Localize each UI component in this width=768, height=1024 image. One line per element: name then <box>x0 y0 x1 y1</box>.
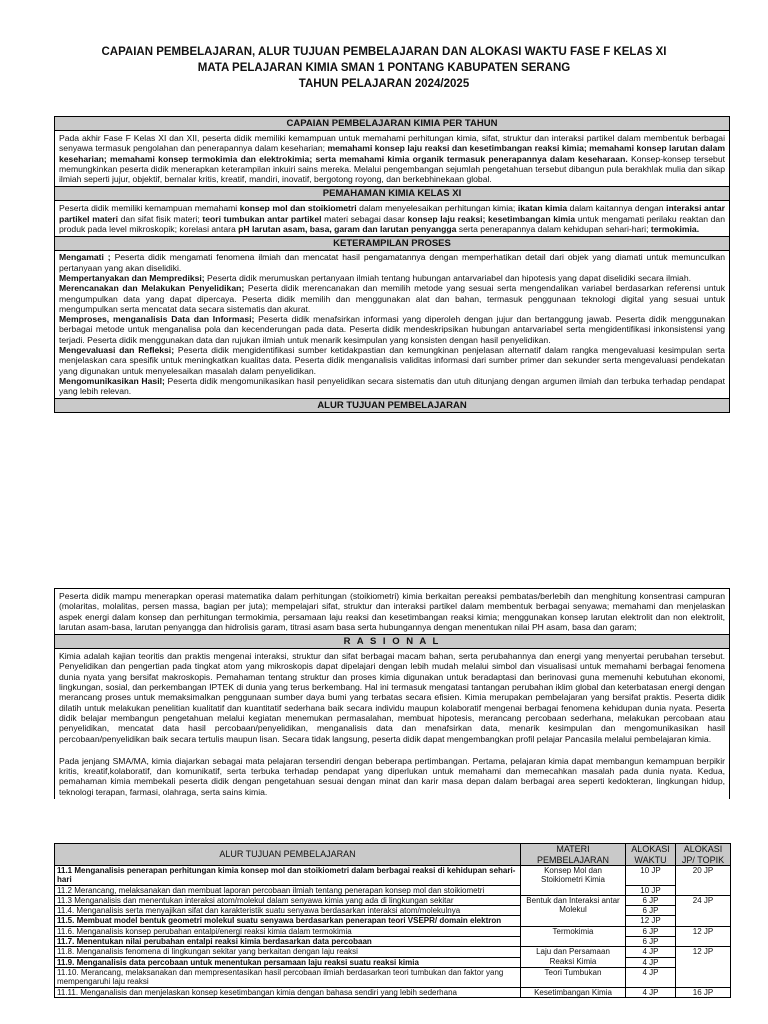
table-row <box>55 866 731 886</box>
pm-bold: interaksi antar partikel materi <box>59 203 725 224</box>
col-header-waktu: ALOKASI WAKTU <box>626 844 676 866</box>
table-row <box>55 885 731 895</box>
pm-text: materi sebagai dasar <box>321 213 408 224</box>
ket-label: Mempertanyakan dan Memprediksi; <box>59 272 205 283</box>
cp-bold-1: memahami konsep laju reaksi dan kesetimbangan reaksi kimia; memahami konsep larutan dalam keseharian; memahami konsep termokimia dan elektrokimia; serta memahami kimia organik termasuk penerapannya dalam keseharaan. <box>59 143 725 164</box>
pemahaman-header: PEMAHAMAN KIMIA KELAS XI <box>55 186 729 201</box>
pm-text: dalam menyelesaikan perhitungan kimia; <box>356 203 518 214</box>
keterampilan-item <box>59 345 725 376</box>
table-row <box>55 987 731 997</box>
jp-cell: 4 JP <box>626 967 676 987</box>
keterampilan-item <box>59 376 725 397</box>
tp-cell: 11.7. Menentukan nilai perubahan entalpi reaksi kimia berdasarkan data percobaan <box>55 937 521 947</box>
table-row <box>55 906 731 916</box>
table-row <box>55 947 731 957</box>
ket-text: Peserta didik mengidentifikasi sumber ketidakpastian dan kemungkinan penjelasan alternatif dalam rangka mengevaluasi kesimpulan serta menjelaskan cara spesifik untuk meningkatkan kualitas data. Peserta didik menganalisis validitas informasi dari sumber primer dan sekunder serta mengevaluasi pendekatan yang digunakan untuk menyelesaikan masalah dalam penyelidikan. <box>59 345 725 376</box>
tp-cell: 11.5. Membuat model bentuk geometri molekul suatu senyawa berdasarkan penerapan teori VSEPR/ domain elektron <box>55 916 521 926</box>
tp-cell: 11.3 Menganalisis dan menentukan interaksi atom/molekul dalam senyawa kimia yang ada di lingkungan sekitar <box>55 895 521 905</box>
cp-text-1: Pada akhir Fase F Kelas XI dan XII, peserta didik memiliki kemampuan untuk memahami perhitungan kimia, sifat, struktur dan interaksi partikel dalam membentuk berbagai senyawa termasuk pengolahan dan penerapannya dalam keseharian; <box>59 133 725 154</box>
ket-text: Peserta didik mengomunikasikan hasil penyelidikan secara sistematis dan utuh ditunjang dengan argumen ilmiah dan terbuka terhadap pendapat yang lebih relevan. <box>59 375 725 397</box>
pm-bold: termokimia. <box>650 224 700 235</box>
jp-cell: 6 JP <box>626 895 676 905</box>
atp-table <box>54 843 731 998</box>
cp-paragraph <box>55 131 729 186</box>
ket-label: Mengamati ; <box>59 252 111 263</box>
materi-cell: Teori Tumbukan <box>521 967 626 987</box>
lower-table <box>54 588 730 799</box>
keterampilan-item <box>59 283 725 314</box>
title-line-3: TAHUN PELAJARAN 2024/2025 <box>298 78 470 90</box>
keterampilan-item <box>59 273 725 283</box>
ket-text: Peserta didik mengamati fenomena ilmiah dan mencatat hasil pengamatannya dengan memperhatikan detail dari objek yang diamati untuk memunculkan pertanyaan yang akan diselidiki. <box>59 252 725 273</box>
table-row <box>55 967 731 987</box>
alur-header: ALUR TUJUAN PEMBELAJARAN <box>55 398 729 412</box>
jp-cell: 10 JP <box>626 866 676 886</box>
jp-cell: 6 JP <box>626 906 676 916</box>
cp-text-2: Konsep-konsep tersebut memungkinkan peserta didik menerapkan keterampilan inkuiri sains mereka. Melalui pengembangan sejumlah pengetahuan tersebut dibangun pula berakhlak mulia dan sikap ilmiah seperti jujur, objektif, bernalar kritis, kreatif, mandiri, inovatif, bergotong royong, dan berkebhinekaan global. <box>59 153 726 185</box>
jp-cell: 6 JP <box>626 926 676 936</box>
keterampilan-list <box>55 251 729 397</box>
materi-cell: Konsep Mol dan Stoikiometri Kimia <box>521 866 626 896</box>
ket-text: Peserta didik menafsirkan informasi yang diperoleh dengan jujur dan bertanggung jawab. Peserta didik menggunakan berbagai metode untuk menganalisa pola dan kecenderungan pada data. Peserta didik mendeskripsikan hubungan antarvariabel serta mengidentifikasi inkonsistensi yang terjadi. Peserta didik menggunakan data dan rujukan ilmiah untuk menarik kesimpulan yang konsisten dengan hasil penyelidikan. <box>59 314 725 345</box>
table-row <box>55 895 731 905</box>
ket-label: Memproses, menganalisis Data dan Informasi; <box>59 314 255 325</box>
rasional-paragraph-2: Pada jenjang SMA/MA, kimia diajarkan sebagai mata pelajaran tersendiri dengan beberapa pertimbangan. Pertama, pelajaran kimia dapat membangun kemampuan berpikir kritis, kreatif,kolaboratif, dan komunikatif, serta terbuka terhadap pendapat yang diperlukan untuk memahami dan memecahkan masalah pada dunia nyata. Kedua, pemahaman kimia membekali peserta didik dengan pengetahuan sesuai dengan minat dan karir masa depan dalam berbagai area seperti kedokteran, lingkungan hidup, teknologi terapan, farmasi, olahraga, serta sains kimia. <box>59 755 725 797</box>
keterampilan-item <box>59 314 725 345</box>
table-row <box>55 957 731 967</box>
pm-text: Peserta didik memiliki kemampuan memahami <box>59 203 240 214</box>
pm-bold: teori tumbukan antar partikel <box>202 213 322 224</box>
materi-cell: Bentuk dan Interaksi antar Molekul <box>521 895 626 926</box>
jp-cell: 12 JP <box>626 916 676 926</box>
upper-table <box>54 116 730 413</box>
pm-bold: konsep laju reaksi; kesetimbangan kimia <box>407 213 576 224</box>
ket-text: Peserta didik merumuskan pertanyaan ilmiah tentang hubungan antarvariabel dan hipotesis yang dapat diselidiki secara ilmiah. <box>204 272 691 283</box>
ket-label: Merencanakan dan Melakukan Penyelidikan; <box>59 283 245 294</box>
atp-header-row <box>55 844 731 866</box>
col-header-tujuan: ALUR TUJUAN PEMBELAJARAN <box>55 844 521 866</box>
topik-cell: 16 JP <box>676 987 731 997</box>
table-row <box>55 916 731 926</box>
table-row <box>55 926 731 936</box>
col-header-topik: ALOKASI JP/ TOPIK <box>676 844 731 866</box>
topik-cell: 20 JP <box>676 866 731 896</box>
tp-cell: 11.4. Menganalisis serta menyajikan sifat dan karakteristik suatu senyawa berdasarkan interaksi atom/molekulnya <box>55 906 521 916</box>
jp-cell: 6 JP <box>626 937 676 947</box>
col-header-materi: MATERI PEMBELAJARAN <box>521 844 626 866</box>
pm-bold: pH larutan asam, basa, garam dan larutan penyangga <box>238 224 457 235</box>
jp-cell: 4 JP <box>626 957 676 967</box>
tp-cell: 11.6. Menganalisis konsep perubahan entalpi/energi reaksi kimia dalam termokimia <box>55 926 521 936</box>
pm-text: dan sifat fisik materi; <box>118 213 203 224</box>
alur-intro-paragraph: Peserta didik mampu menerapkan operasi matematika dalam perhitungan (stoikiometri) kimia berkaitan pereaksi pembatas/berlebih dan menghitung konsentrasi campuran (molaritas, molalitas, persen massa, bagian per juta); mempelajari sifat, struktur dan interaksi partikel dalam membentuk berbagai senyawa; memahami dan menjelaskan aspek energi dalam konsep dan perhitungan termokimia, persamaan laju reaksi dan kesetimbangan reaksi kimia; menggunakan konsep larutan elektrolit dan non elektrolit, larutan asam-basa, larutan penyangga dan hidrolisis garam, titrasi asam basa serta hubungannya dengan menentukan nilai PH asam, basa dan garam; <box>59 591 725 632</box>
pm-text: dalam kaitannya dengan <box>567 203 667 214</box>
rasional-header: R A S I O N A L <box>55 634 729 649</box>
cp-header: CAPAIAN PEMBELAJARAN KIMIA PER TAHUN <box>55 117 729 131</box>
jp-cell: 4 JP <box>626 947 676 957</box>
tp-cell: 11.9. Menganalisis data percobaan untuk menentukan persamaan laju reaksi suatu reaksi kimia <box>55 957 521 967</box>
jp-cell: 4 JP <box>626 987 676 997</box>
table-row <box>55 937 731 947</box>
pemahaman-paragraph <box>55 201 729 236</box>
tp-cell: 11.2 Merancang, melaksanakan dan membuat laporan percobaan ilmiah tentang penerapan konsep mol dan stoikiometri <box>55 885 521 895</box>
topik-cell: 12 JP <box>676 926 731 947</box>
rasional-paragraph-1: Kimia adalah kajian teoritis dan praktis mengenai interaksi, struktur dan sifat berbagai macam bahan, serta perubahannya dan energi yang menyertai perubahan tersebut. Penyelidikan dan pengertian pada tingkat atom yang mikroskopis dapat dipelajari dengan lebih mudah melalui simbol dan visualisasi untuk memahami berbagai fenomena dunia nyata yang bersifat makroskopis. Pemahaman tentang struktur dan proses kimia digunakan untuk beradaptasi dan berinovasi guna memenuhi kebutuhan ekonomi, lingkungan, sosial, dan perkembangan IPTEK di dunia yang terus berkembang. Hal ini termasuk mengatasi tantangan perubahan iklim global dan keterbatasan energi dengan merancang proses untuk memaksimalkan penggunaan sumber daya bumi yang terbatas secara efisien. Kimia merupakan pembelajaran yang bersifat praktis. Peserta didik dilatih untuk melakukan penelitian kualitatif dan kuantitatif sederhana baik secara individu maupun kolaboratif mengenai berbagai fenomena kehidupan dunia nyata. Peserta didik belajar membangun pengetahuan melalui kegiatan menemukan permasalahan, membuat hipotesis, merancang percobaan sederhana, melakukan percobaan atau penyelidikan, mencatat data hasil percobaan/penyelidikan, menganalisis data dan menafsirkan data, menarik kesimpulan dan mengomunikasikan hasil percobaan/penyelidikan baik secara tertulis maupun lisan. Secara tidak langsung, peserta didik dapat mengembangkan profil pelajar Pancasila melalui pembelajaran kimia. <box>59 651 725 744</box>
pm-bold: konsep mol dan stoikiometri <box>239 203 357 214</box>
title-line-2: MATA PELAJARAN KIMIA SMAN 1 PONTANG KABUPATEN SERANG <box>197 62 571 74</box>
pm-text: serta penerapannya dalam kehidupan sehari-hari; <box>456 224 651 235</box>
materi-cell: Kesetimbangan Kimia <box>521 987 626 997</box>
tp-cell: 11.1 Menganalisis penerapan perhitungan kimia konsep mol dan stoikiometri dalam berbagai reaksi di kehidupan sehari-hari <box>55 866 521 886</box>
ket-label: Mengomunikasikan Hasil; <box>59 375 165 386</box>
tp-cell: 11.8. Menganalisis fenomena di lingkungan sekitar yang berkaitan dengan laju reaksi <box>55 947 521 957</box>
tp-cell: 11.11. Menganalisis dan menjelaskan konsep kesetimbangan kimia dengan bahasa sendiri yang lebih sederhana <box>55 987 521 997</box>
ket-label: Mengevaluasi dan Refleksi; <box>59 345 175 356</box>
materi-cell: Laju dan Persamaan Reaksi Kimia <box>521 947 626 968</box>
pm-bold: ikatan kimia <box>517 203 568 214</box>
materi-cell: Termokimia <box>521 926 626 947</box>
keterampilan-item <box>59 252 725 273</box>
keterampilan-header: KETERAMPILAN PROSES <box>55 236 729 251</box>
topik-cell: 12 JP <box>676 947 731 987</box>
tp-cell: 11.10. Merancang, melaksanakan dan mempresentasikan hasil percobaan ilmiah berdasarkan teori tumbukan dan faktor yang mempengaruhi laju reaksi <box>55 967 521 987</box>
jp-cell: 10 JP <box>626 885 676 895</box>
topik-cell: 24 JP <box>676 895 731 926</box>
pm-text: untuk mengamati perilaku reaktan dan produk pada level mikroskopik; korelasi antara <box>59 213 725 235</box>
document-title <box>0 44 768 92</box>
ket-text: Peserta didik merencanakan dan memilih metode yang sesuai serta mengendalikan variabel berdasarkan referensi untuk mengumpulkan data yang dapat dipercaya. Peserta didik memilih dan menggunakan alat dan bahan, termasuk penggunaan teknologi digital yang sesuai untuk mengumpulkan serta mencatat data secara sistematis dan akurat. <box>59 283 726 314</box>
title-line-1: CAPAIAN PEMBELAJARAN, ALUR TUJUAN PEMBELAJARAN DAN ALOKASI WAKTU FASE F KELAS XI <box>101 46 667 58</box>
